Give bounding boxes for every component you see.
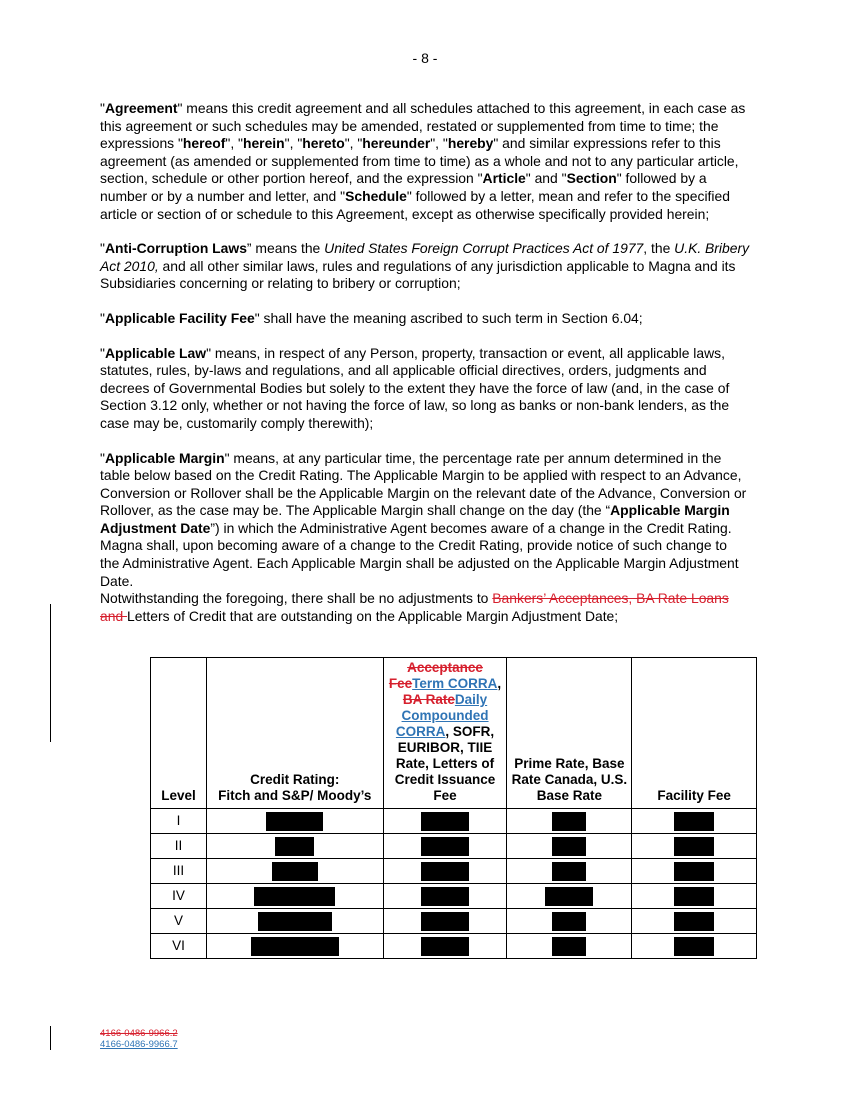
header-credit-rating: Credit Rating: Fitch and S&P/ Moody’s xyxy=(206,658,383,809)
redaction xyxy=(674,862,714,881)
term: Anti-Corruption Laws xyxy=(104,240,247,257)
term: Applicable Law xyxy=(104,344,207,361)
page-number: - 8 - xyxy=(412,50,438,66)
redaction xyxy=(254,887,335,906)
redaction xyxy=(674,837,714,856)
redaction xyxy=(421,887,469,906)
redaction xyxy=(674,812,714,831)
redaction xyxy=(674,887,714,906)
level-cell: IV xyxy=(151,884,207,909)
term: Agreement xyxy=(104,100,178,116)
redaction xyxy=(251,937,339,956)
redaction xyxy=(552,912,586,931)
definition-applicable-facility-fee: "Applicable Facility Fee" shall have the meaning ascribed to such term in Section 6.04; xyxy=(100,309,643,326)
redaction xyxy=(266,812,323,831)
redaction xyxy=(674,912,714,931)
redaction xyxy=(272,862,318,881)
redaction xyxy=(258,912,332,931)
footer-deleted-id: 4166-0486-9966.2 xyxy=(100,1028,178,1039)
redaction xyxy=(674,937,714,956)
redaction xyxy=(421,862,469,881)
table-row xyxy=(151,809,757,834)
term: Applicable Facility Fee xyxy=(104,309,255,326)
redaction xyxy=(421,837,469,856)
level-cell: III xyxy=(151,859,207,884)
applicable-margin-table xyxy=(150,657,757,959)
redaction xyxy=(421,937,469,956)
redaction xyxy=(552,862,586,881)
redaction xyxy=(421,912,469,931)
table-header-row xyxy=(151,658,757,809)
redaction xyxy=(275,837,314,856)
term: Applicable Margin xyxy=(104,449,225,466)
definition-agreement: "Agreement" means this credit agreement and all schedules attached to this agreement, in each case as this agreement or such schedules may be amended, restated or supplemented from time to time; the expressions "hereof", "herein", "hereto", "hereunder", "hereby" and similar expressions refer to this agreement (as amended or supplemented from time to time) as a whole and not to any particular article, section, schedule or other portion hereof, and the expression "Article" and "Section" followed by a number or by a number and letter, and "Schedule" followed by a letter, mean and refer to the specified article or section of or schedule to this Agreement, except as otherwise specifically provided herein; xyxy=(100,100,746,222)
level-cell: II xyxy=(151,834,207,859)
redaction xyxy=(545,887,593,906)
level-cell: I xyxy=(151,809,207,834)
redaction xyxy=(552,812,586,831)
definition-applicable-margin: "Applicable Margin" means, at any particular time, the percentage rate per annum determined in the table below based on the Credit Rating. The Applicable Margin to be applied with respect to an Advance, Conversion or Rollover shall be the Applicable Margin on the relevant date of the Advance, Conversion or Rollover, as the case may be. The Applicable Margin shall change on the day (the “Applicable Margin Adjustment Date”) in which the Administrative Agent becomes aware of a change in the Credit Rating. Magna shall, upon becoming aware of a change to the Credit Rating, provide notice of such change to the Administrative Agent. Each Applicable Margin shall be adjusted on the Applicable Margin Adjustment Date. Notwithstanding the foregoing, there shall be no adjustments to Bankers’ Acceptances, BA Rate Loans and Letters of Credit that are outstanding on the Applicable Margin Adjustment Date; xyxy=(100,449,747,624)
level-cell: VI xyxy=(151,934,207,959)
table-row xyxy=(151,859,757,884)
change-bar xyxy=(50,604,51,742)
table-row xyxy=(151,884,757,909)
header-level: Level xyxy=(151,658,207,809)
document-footer xyxy=(100,1028,178,1050)
redaction xyxy=(552,837,586,856)
footer-inserted-id: 4166-0486-9966.7 xyxy=(100,1039,178,1050)
header-facility-fee: Facility Fee xyxy=(632,658,757,809)
change-bar-footer xyxy=(50,1026,51,1050)
redaction xyxy=(552,937,586,956)
header-prime-rate: Prime Rate, Base Rate Canada, U.S. Base Rate xyxy=(507,658,632,809)
table-row xyxy=(151,909,757,934)
deleted-text: Bankers’ Acceptances, BA Rate Loans and xyxy=(100,590,729,624)
definition-anti-corruption-laws: "Anti-Corruption Laws” means the United States Foreign Corrupt Practices Act of 1977, the U.K. Bribery Act 2010, and all other similar laws, rules and regulations of any jurisdiction applicable to Magna and its Subsidiaries concerning or relating to bribery or corruption; xyxy=(100,240,750,292)
table-row xyxy=(151,834,757,859)
definition-applicable-law: "Applicable Law" means, in respect of any Person, property, transaction or event, all applicable laws, statutes, rules, by-laws and regulations, and all applicable official directives, orders, judgments and decrees of Governmental Bodies but solely to the extent they have the force of law (and, in the case of Section 3.12 only, whether or not having the force of law, so long as banks or non-bank lenders, as the case may be, customarily comply therewith); xyxy=(100,344,730,431)
level-cell: V xyxy=(151,909,207,934)
redaction xyxy=(421,812,469,831)
header-rate-fee: Acceptance FeeTerm CORRA, BA RateDaily Compounded CORRA, SOFR, EURIBOR, TIIE Rate, Letters of Credit Issuance Fee xyxy=(383,658,507,809)
definitions-body xyxy=(100,100,750,642)
table-row xyxy=(151,934,757,959)
